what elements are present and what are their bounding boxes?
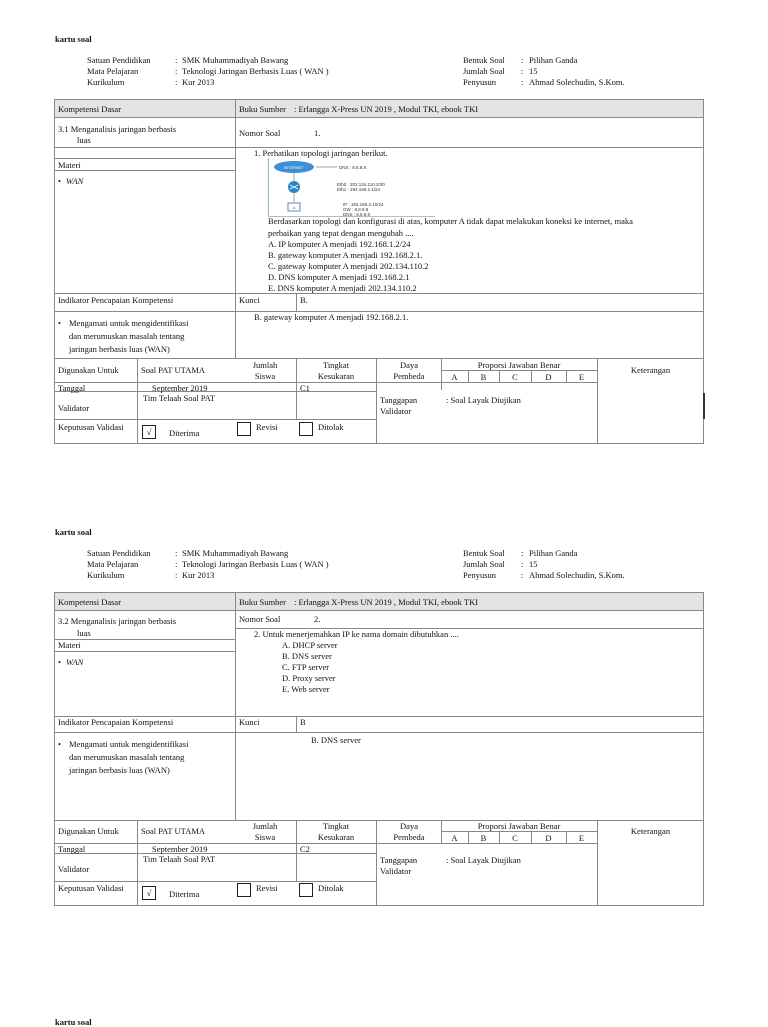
ditolak-checkbox[interactable] (299, 883, 313, 897)
indikator-line: jaringan berbasis luas (WAN) (69, 344, 170, 354)
mapel-label: Mata Pelajaran (87, 66, 139, 76)
question-intro: 1. Perhatikan topologi jaringan berikut. (254, 148, 388, 158)
penyusun-label: Penyusun (463, 77, 497, 87)
colon: : (175, 66, 178, 76)
buku-label: Buku Sumber (239, 597, 286, 607)
tanggapan-value: : Soal Layak Diujikan (446, 855, 521, 865)
indikator-label: Indikator Pencapaian Kompetensi (58, 717, 174, 727)
gw-text: GW : 8.8.8.8 (343, 207, 369, 212)
kunci-value: B (300, 717, 306, 727)
indikator-line: dan merumuskan masalah tentang (69, 331, 185, 341)
satuan-label: Satuan Pendidikan (87, 548, 151, 558)
colon: : (175, 55, 178, 65)
option-a: A. DHCP server (282, 640, 338, 650)
tanggapan-label: Tanggapan (380, 395, 418, 405)
option-a: A. IP komputer A menjadi 192.168.1.2/24 (268, 239, 411, 249)
diterima-label: Diterima (169, 889, 200, 899)
topology-diagram (268, 158, 435, 217)
option-col-b: B (480, 372, 487, 382)
bentuk-value: Pilihan Ganda (529, 548, 578, 558)
tanggapan-label-2: Validator (380, 866, 412, 876)
keputusan-label: Keputusan Validasi (58, 422, 124, 432)
bentuk-value: Pilihan Ganda (529, 55, 578, 65)
option-col-a: A (451, 833, 458, 843)
satuan-value: SMK Muhammadiyah Bawang (182, 55, 289, 65)
tanggal-label: Tanggal (58, 383, 86, 393)
keputusan-label: Keputusan Validasi (58, 883, 124, 893)
option-col-b: B (480, 833, 487, 843)
kurikulum-label: Kurikulum (87, 77, 125, 87)
diterima-checkbox[interactable] (142, 886, 156, 900)
satuan-value: SMK Muhammadiyah Bawang (182, 548, 289, 558)
colon: : (521, 559, 524, 569)
tingkat-value: C1 (300, 383, 310, 393)
bullet-icon: • (58, 739, 61, 749)
ip-text: IP : 192.168.2.10/24 (343, 202, 384, 207)
kunci-answer: B. gateway komputer A menjadi 192.168.2.1. (254, 312, 409, 322)
kunci-label: Kunci (239, 295, 260, 305)
validator-value: Tim Telaah Soal PAT (143, 854, 216, 864)
daya-label: Daya (400, 821, 418, 831)
kd-label: Kompetensi Dasar (58, 597, 122, 607)
digunakan-value: Soal PAT UTAMA (141, 826, 206, 836)
jumlah-label: Jumlah Soal (463, 66, 505, 76)
indikator-line: jaringan berbasis luas (WAN) (69, 765, 170, 775)
eth1-text: Eth1 : 192.168.2.1/24 (337, 187, 381, 192)
tingkat-value: C2 (300, 844, 310, 854)
kunci-value: B. (300, 295, 308, 305)
jumlah-siswa-label-2: Siswa (254, 371, 276, 381)
indikator-label: Indikator Pencapaian Kompetensi (58, 295, 174, 305)
indikator-line: dan merumuskan masalah tentang (69, 752, 185, 762)
bullet-icon: • (58, 176, 61, 186)
nomor-value: 2. (314, 614, 321, 624)
question-line: Berdasarkan topologi dan konfigurasi di atas, komputer A tidak dapat melakukan koneksi ke internet, maka (268, 216, 633, 226)
check-icon: √ (146, 888, 152, 898)
kd-text: 3.2 Menganalisis jaringan berbasis (58, 616, 177, 626)
digunakan-value: Soal PAT UTAMA (141, 365, 206, 375)
option-d: D. DNS komputer A menjadi 192.168.2.1 (268, 272, 410, 282)
option-col-c: C (512, 833, 518, 843)
kd-label: Kompetensi Dasar (58, 104, 122, 114)
daya-label-2: Pembeda (393, 371, 425, 381)
bentuk-label: Bentuk Soal (463, 55, 505, 65)
card-title: kartu soal (55, 527, 92, 537)
mapel-label: Mata Pelajaran (87, 559, 139, 569)
kunci-answer: B. DNS server (311, 735, 361, 745)
penyusun-value: Ahmad Solechudin, S.Kom. (529, 77, 625, 87)
revisi-label: Revisi (256, 422, 278, 432)
validator-label: Validator (58, 864, 90, 874)
revisi-label: Revisi (256, 883, 278, 893)
penyusun-value: Ahmad Solechudin, S.Kom. (529, 570, 625, 580)
digunakan-label: Digunakan Untuk (58, 826, 119, 836)
nomor-label: Nomor Soal (239, 128, 281, 138)
tanggapan-value: : Soal Layak Diujikan (446, 395, 521, 405)
topology-svg (269, 158, 435, 216)
tanggal-value: September 2019 (152, 844, 208, 854)
proporsi-label: Proporsi Jawaban Benar (477, 821, 561, 831)
colon: : (521, 77, 524, 87)
ditolak-label: Ditolak (318, 422, 344, 432)
colon: : (175, 559, 178, 569)
internet-text: INTERNET (284, 165, 304, 170)
option-b: B. DNS server (282, 651, 332, 661)
kurikulum-value: Kur 2013 (182, 77, 215, 87)
kd-text-cont: luas (77, 628, 91, 638)
nomor-value: 1. (314, 128, 321, 138)
eth0-text: Eth0 : 202.134.110.2/30 (337, 182, 385, 187)
option-d: D. Proxy server (282, 673, 336, 683)
bentuk-label: Bentuk Soal (463, 548, 505, 558)
colon: : (521, 548, 524, 558)
kd-text: 3.1 Menganalisis jaringan berbasis (58, 124, 177, 134)
mapel-value: Teknologi Jaringan Berbasis Luas ( WAN ) (182, 66, 329, 76)
colon: : (521, 570, 524, 580)
dns-text: DNS : 8.8.8.8 (339, 165, 367, 170)
card-title: kartu soal (55, 34, 92, 44)
colon: : (175, 77, 178, 87)
daya-label: Daya (400, 360, 418, 370)
materi-item: WAN (66, 657, 84, 667)
validator-value: Tim Telaah Soal PAT (143, 393, 216, 403)
option-col-d: D (545, 372, 552, 382)
buku-label: Buku Sumber (239, 104, 286, 114)
tingkat-label-2: Kesukaran (317, 832, 355, 842)
question-card-1 (0, 0, 768, 490)
colon: : (175, 548, 178, 558)
jumlah-label: Jumlah Soal (463, 559, 505, 569)
buku-value: : Erlangga X-Press UN 2019 , Modul TKI, ebook TKI (294, 104, 479, 114)
check-icon: √ (146, 427, 152, 437)
option-e: E. Web server (282, 684, 330, 694)
option-col-d: D (545, 833, 552, 843)
materi-label: Materi (58, 160, 81, 170)
tanggapan-label-2: Validator (380, 406, 412, 416)
bullet-icon: • (58, 657, 61, 667)
pc-text: A (292, 205, 296, 210)
ditolak-checkbox[interactable] (299, 422, 313, 436)
keterangan-label: Keterangan (630, 365, 671, 375)
materi-item: WAN (66, 176, 84, 186)
buku-value: : Erlangga X-Press UN 2019 , Modul TKI, ebook TKI (294, 597, 479, 607)
option-col-e: E (578, 833, 585, 843)
revisi-checkbox[interactable] (237, 883, 251, 897)
proporsi-label: Proporsi Jawaban Benar (477, 360, 561, 370)
revisi-checkbox[interactable] (237, 422, 251, 436)
next-card-title: kartu soal (55, 1017, 92, 1027)
validator-label: Validator (58, 403, 90, 413)
option-c: C. gateway komputer A menjadi 202.134.110.2 (268, 261, 429, 271)
colon: : (175, 570, 178, 580)
jumlah-value: 15 (529, 559, 538, 569)
kd-text-cont: luas (77, 135, 91, 145)
daya-label-2: Pembeda (393, 832, 425, 842)
tingkat-label: Tingkat (322, 360, 350, 370)
option-col-a: A (451, 372, 458, 382)
option-col-e: E (578, 372, 585, 382)
kurikulum-value: Kur 2013 (182, 570, 215, 580)
indikator-line: Mengamati untuk mengidentifikasi (69, 318, 189, 328)
ditolak-label: Ditolak (318, 883, 344, 893)
penyusun-label: Penyusun (463, 570, 497, 580)
tingkat-label-2: Kesukaran (317, 371, 355, 381)
nomor-label: Nomor Soal (239, 614, 281, 624)
option-e: E. DNS komputer A menjadi 202.134.110.2 (268, 283, 417, 293)
dns2-text: DNS : 8.8.8.8 (343, 212, 371, 216)
kunci-label: Kunci (239, 717, 260, 727)
tanggapan-label: Tanggapan (380, 855, 418, 865)
colon: : (521, 55, 524, 65)
question-line: perbaikan yang tepat dengan mengubah .... (268, 228, 414, 238)
option-b: B. gateway komputer A menjadi 192.168.2.1. (268, 250, 423, 260)
materi-label: Materi (58, 640, 81, 650)
tanggal-label: Tanggal (58, 844, 86, 854)
jumlah-siswa-label-2: Siswa (254, 832, 276, 842)
colon: : (521, 66, 524, 76)
diterima-label: Diterima (169, 428, 200, 438)
tanggal-value: September 2019 (152, 383, 208, 393)
indikator-line: Mengamati untuk mengidentifikasi (69, 739, 189, 749)
jumlah-siswa-label: Jumlah (252, 821, 278, 831)
jumlah-siswa-label: Jumlah (252, 360, 278, 370)
digunakan-label: Digunakan Untuk (58, 365, 119, 375)
mapel-value: Teknologi Jaringan Berbasis Luas ( WAN ) (182, 559, 329, 569)
question-intro: 2. Untuk menerjemahkan IP ke nama domain dibutuhkan .... (254, 629, 459, 639)
satuan-label: Satuan Pendidikan (87, 55, 151, 65)
diterima-checkbox[interactable] (142, 425, 156, 439)
question-card-2 (0, 493, 768, 983)
tingkat-label: Tingkat (322, 821, 350, 831)
option-c: C. FTP server (282, 662, 330, 672)
jumlah-value: 15 (529, 66, 538, 76)
option-col-c: C (512, 372, 518, 382)
bullet-icon: • (58, 318, 61, 328)
kurikulum-label: Kurikulum (87, 570, 125, 580)
keterangan-label: Keterangan (630, 826, 671, 836)
